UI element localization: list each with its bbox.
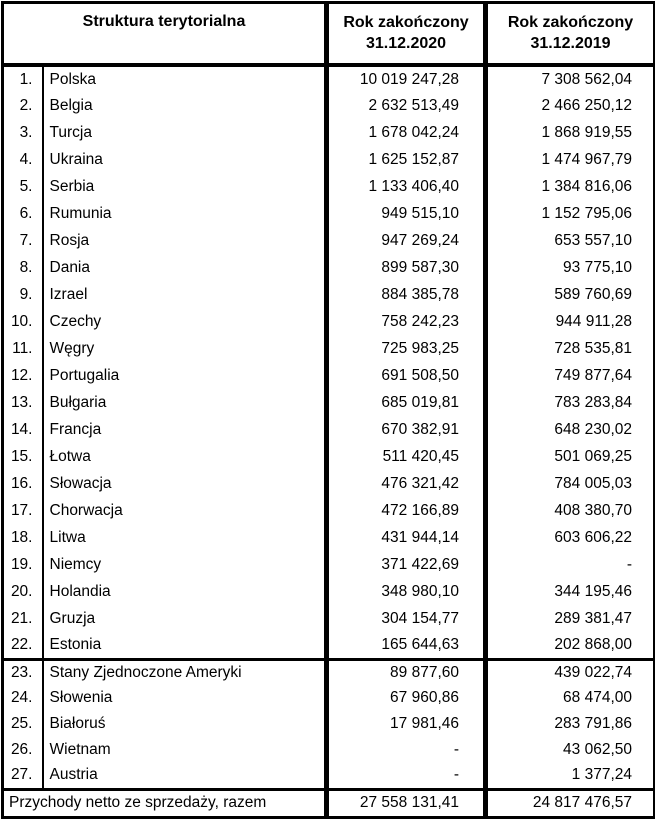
- row-number-cell: 18.: [3, 524, 43, 551]
- value-2020-cell: 431 944,14: [327, 524, 486, 551]
- country-cell: Ukraina: [43, 146, 327, 173]
- table-header: [3, 3, 655, 66]
- country-cell: Słowenia: [43, 685, 327, 711]
- row-number-cell: 12.: [3, 362, 43, 389]
- value-2019-cell: 1 384 816,06: [541, 177, 632, 195]
- table-row: [3, 443, 655, 470]
- value-2019-cell: 7 308 562,04: [541, 70, 632, 88]
- value-2019-cell: 2 466 250,12: [541, 96, 632, 114]
- country-cell: Belgia: [43, 92, 327, 119]
- country-cell: Łotwa: [43, 443, 327, 470]
- year-2020-header-line1: Rok zakończony: [343, 14, 469, 31]
- value-2020-cell: 685 019,81: [327, 389, 486, 416]
- country-cell: Serbia: [43, 173, 327, 200]
- row-number-cell: 11.: [3, 335, 43, 362]
- value-2019-cell: 784 005,03: [554, 474, 632, 492]
- table-row: [3, 281, 655, 308]
- value-2019-cell: 501 069,25: [554, 447, 632, 465]
- value-2020-cell: 371 422,69: [327, 551, 486, 578]
- table-row: [3, 227, 655, 254]
- row-number-cell: 21.: [3, 605, 43, 632]
- value-2020-cell: 949 515,10: [327, 200, 486, 227]
- value-2019-cell: 1 152 795,06: [541, 204, 632, 222]
- header-row: [3, 3, 655, 66]
- value-2019-cell: 43 062,50: [563, 741, 632, 758]
- value-2020-cell: 691 508,50: [327, 362, 486, 389]
- value-2019-cell: 603 606,22: [554, 528, 632, 546]
- country-cell: Izrael: [43, 281, 327, 308]
- value-2020-cell: 1 625 152,87: [327, 146, 486, 173]
- value-2019-cell: 728 535,81: [554, 339, 632, 357]
- row-number-cell: 26.: [3, 737, 43, 763]
- row-number-cell: 17.: [3, 497, 43, 524]
- value-2019-cell: 749 877,64: [554, 366, 632, 384]
- value-2020-cell: -: [327, 763, 486, 789]
- value-2020-cell: 511 420,45: [327, 443, 486, 470]
- table-row: [3, 362, 655, 389]
- value-2019-cell: 1 377,24: [571, 766, 632, 784]
- country-cell: Turcja: [43, 119, 327, 146]
- row-number-cell: 3.: [3, 119, 43, 146]
- value-2019-cell: 589 760,69: [554, 285, 632, 303]
- value-2019-cell: 1 868 919,55: [541, 123, 632, 141]
- value-2020-cell: 165 644,63: [327, 632, 486, 659]
- country-cell: Holandia: [43, 578, 327, 605]
- table-row: [3, 146, 655, 173]
- value-2019-cell: 68 474,00: [563, 689, 632, 706]
- row-number-cell: 8.: [3, 254, 43, 281]
- value-2020-cell: 1 678 042,24: [327, 119, 486, 146]
- country-cell: Bułgaria: [43, 389, 327, 416]
- table-row: [3, 119, 655, 146]
- territorial-structure-table: [1, 1, 655, 819]
- table-row: [3, 737, 655, 763]
- row-number-cell: 15.: [3, 443, 43, 470]
- table-row: [3, 254, 655, 281]
- value-2020-cell: 670 382,91: [327, 416, 486, 443]
- year-2019-header-line2: 31.12.2019: [530, 35, 611, 52]
- value-2020-cell: 884 385,78: [327, 281, 486, 308]
- table-row: [3, 470, 655, 497]
- row-number-cell: 5.: [3, 173, 43, 200]
- value-2020-cell: 2 632 513,49: [327, 92, 486, 119]
- table-row: [3, 497, 655, 524]
- total-row: [3, 789, 655, 817]
- table-row: [3, 763, 655, 789]
- table-row: [3, 685, 655, 711]
- table-body-main: [3, 65, 655, 659]
- row-number-cell: 10.: [3, 308, 43, 335]
- value-2019-cell: 93 775,10: [563, 258, 632, 276]
- table-row: [3, 65, 655, 92]
- row-number-cell: 7.: [3, 227, 43, 254]
- table-row: [3, 605, 655, 632]
- table-row: [3, 632, 655, 659]
- row-number-cell: 1.: [3, 65, 43, 92]
- country-cell: Niemcy: [43, 551, 327, 578]
- country-cell: Gruzja: [43, 605, 327, 632]
- row-number-cell: 6.: [3, 200, 43, 227]
- row-number-cell: 13.: [3, 389, 43, 416]
- table-row: [3, 524, 655, 551]
- value-2019-cell: -: [626, 555, 632, 573]
- year-2020-column-header: [327, 3, 486, 66]
- country-cell: Portugalia: [43, 362, 327, 389]
- table-row: [3, 173, 655, 200]
- value-2019-cell: 289 381,47: [554, 609, 632, 627]
- value-2020-cell: 89 877,60: [327, 659, 486, 685]
- value-2020-cell: 899 587,30: [327, 254, 486, 281]
- table-row: [3, 308, 655, 335]
- country-cell: Białoruś: [43, 711, 327, 737]
- value-2019-cell: 283 791,86: [554, 715, 632, 732]
- value-2020-cell: 947 269,24: [327, 227, 486, 254]
- country-cell: Francja: [43, 416, 327, 443]
- country-cell: Wietnam: [43, 737, 327, 763]
- year-2019-column-header: [486, 3, 655, 66]
- row-number-cell: 24.: [3, 685, 43, 711]
- value-2019-cell: 648 230,02: [554, 420, 632, 438]
- value-2020-cell: 476 321,42: [327, 470, 486, 497]
- value-2019-cell: 1 474 967,79: [541, 150, 632, 168]
- table-row: [3, 92, 655, 119]
- value-2020-cell: 17 981,46: [327, 711, 486, 737]
- country-cell: Węgry: [43, 335, 327, 362]
- row-number-cell: 16.: [3, 470, 43, 497]
- value-2019-cell: 944 911,28: [555, 312, 632, 330]
- value-2020-cell: 1 133 406,40: [327, 173, 486, 200]
- value-2019-cell: 783 283,84: [554, 393, 632, 411]
- table-row: [3, 711, 655, 737]
- row-number-cell: 2.: [3, 92, 43, 119]
- country-cell: Rosja: [43, 227, 327, 254]
- country-cell: Austria: [43, 763, 327, 789]
- value-2020-cell: 348 980,10: [327, 578, 486, 605]
- value-2019-cell: 653 557,10: [554, 231, 632, 249]
- total-2019-cell: 24 817 476,57: [532, 794, 632, 811]
- row-number-cell: 22.: [3, 632, 43, 659]
- total-2020-cell: 27 558 131,41: [327, 789, 486, 817]
- table-row: [3, 200, 655, 227]
- value-2020-cell: 758 242,23: [327, 308, 486, 335]
- value-2019-cell: 344 195,46: [554, 582, 632, 600]
- row-number-cell: 20.: [3, 578, 43, 605]
- country-cell: Chorwacja: [43, 497, 327, 524]
- row-number-cell: 19.: [3, 551, 43, 578]
- total-label-cell: Przychody netto ze sprzedaży, razem: [3, 789, 327, 817]
- country-cell: Estonia: [43, 632, 327, 659]
- year-2019-header-line1: Rok zakończony: [507, 14, 634, 31]
- table-row: [3, 551, 655, 578]
- value-2019-cell: 408 380,70: [554, 501, 632, 519]
- table-row: [3, 335, 655, 362]
- value-2019-cell: 202 868,00: [554, 635, 632, 653]
- year-2020-header-line2: 31.12.2020: [365, 35, 447, 52]
- row-number-cell: 14.: [3, 416, 43, 443]
- table-footer: [3, 789, 655, 817]
- country-cell: Rumunia: [43, 200, 327, 227]
- country-cell: Słowacja: [43, 470, 327, 497]
- country-cell: Dania: [43, 254, 327, 281]
- value-2020-cell: 472 166,89: [327, 497, 486, 524]
- row-number-cell: 9.: [3, 281, 43, 308]
- row-number-cell: 23.: [3, 659, 43, 685]
- value-2020-cell: 725 983,25: [327, 335, 486, 362]
- row-number-cell: 25.: [3, 711, 43, 737]
- value-2020-cell: -: [327, 737, 486, 763]
- country-cell: Polska: [43, 65, 327, 92]
- country-cell: Litwa: [43, 524, 327, 551]
- structure-column-header: Struktura terytorialna: [3, 3, 327, 66]
- row-number-cell: 4.: [3, 146, 43, 173]
- table-row: [3, 416, 655, 443]
- value-2020-cell: 67 960,86: [327, 685, 486, 711]
- country-cell: Czechy: [43, 308, 327, 335]
- row-number-cell: 27.: [3, 763, 43, 789]
- value-2020-cell: 304 154,77: [327, 605, 486, 632]
- value-2020-cell: 10 019 247,28: [327, 65, 486, 92]
- country-cell: Stany Zjednoczone Ameryki: [43, 659, 327, 685]
- table-body-continued: [3, 659, 655, 789]
- table-row: [3, 578, 655, 605]
- table-row: [3, 659, 655, 685]
- table-row: [3, 389, 655, 416]
- value-2019-cell: 439 022,74: [554, 663, 632, 681]
